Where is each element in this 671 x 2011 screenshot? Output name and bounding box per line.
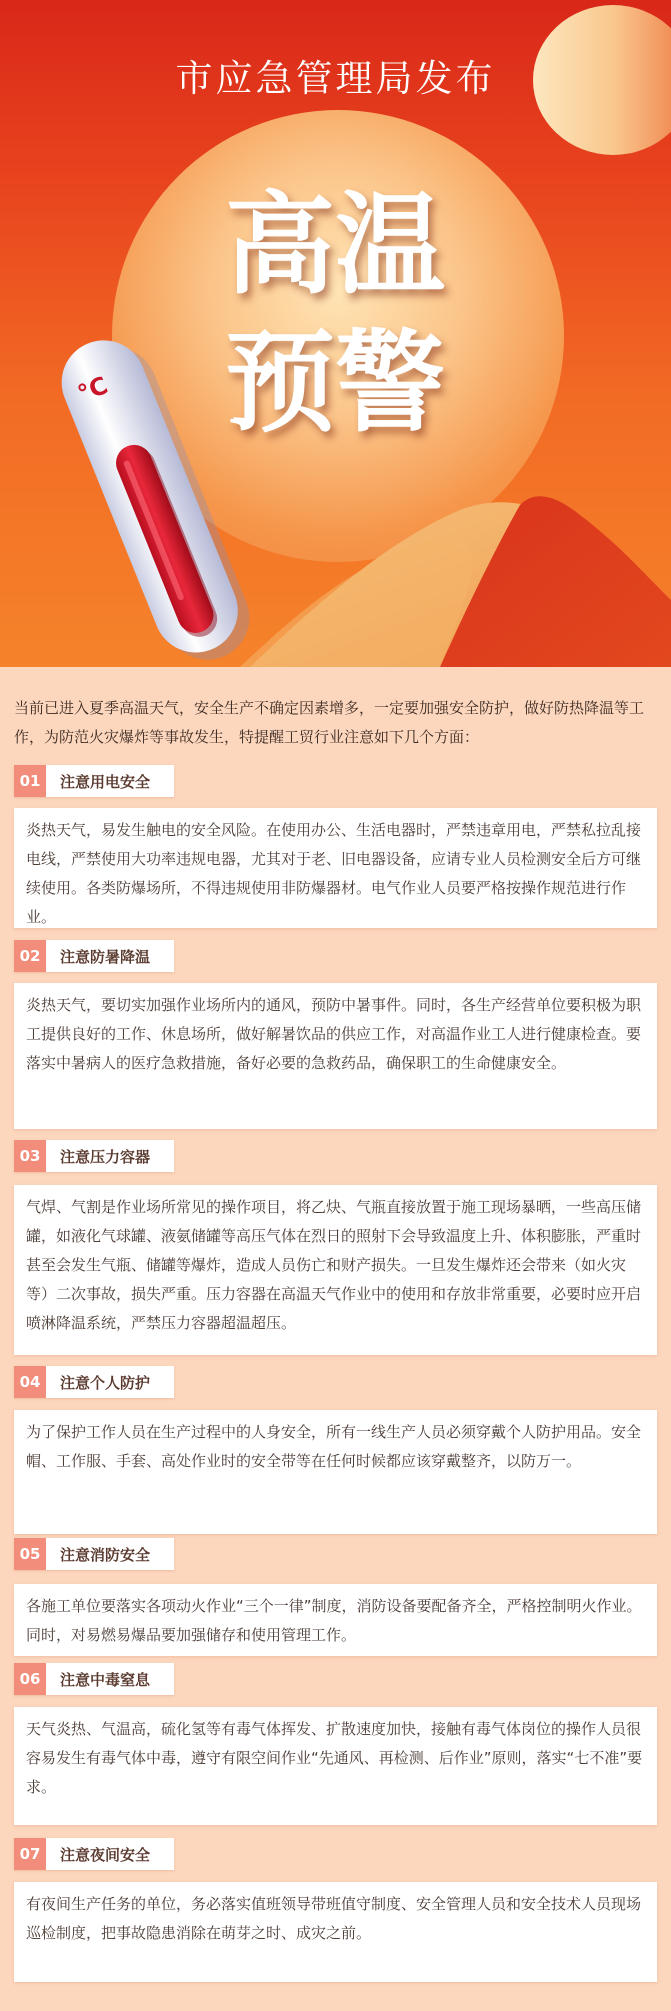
section-title: 注意消防安全 — [60, 1545, 151, 1564]
thermometer-icon — [0, 0, 671, 667]
section-body: 为了保护工作人员在生产过程中的人身安全，所有一线生产人员必须穿戴个人防护用品。安全帽、工作服、手套、高处作业时的安全带等在任何时候都应该穿戴整齐，以防万一。 — [14, 1410, 657, 1534]
section-title: 注意个人防护 — [60, 1373, 151, 1392]
headline-line1: 高温 — [225, 181, 445, 309]
section-header — [14, 1140, 174, 1172]
section-title: 注意用电安全 — [60, 772, 151, 791]
section-body: 各施工单位要落实各项动火作业“三个一律”制度，消防设备要配备齐全，严格控制明火作业。同时，对易燃易爆品要加强储存和使用管理工作。 — [14, 1584, 657, 1656]
thermometer-unit: °C — [73, 371, 112, 409]
section-body: 气焊、气割是作业场所常见的操作项目，将乙炔、气瓶直接放置于施工现场暴晒，一些高压储罐，如液化气球罐、液氨储罐等高压气体在烈日的照射下会导致温度上升、体积膨胀，严重时甚至会发生气瓶、储罐等爆炸，造成人员伤亡和财产损失。一旦发生爆炸还会带来（如火灾等）二次事故，损失严重。压力容器在高温天气作业中的使用和存放非常重要，必要时应开启喷淋降温系统，严禁压力容器超温超压。 — [14, 1185, 657, 1355]
section-body: 炎热天气，易发生触电的安全风险。在使用办公、生活电器时，严禁违章用电，严禁私拉乱接电线，严禁使用大功率违规电器，尤其对于老、旧电器设备，应请专业人员检测安全后方可继续使用。各类防爆场所，不得违规使用非防爆器材。电气作业人员要严格按操作规范进行作业。 — [14, 808, 657, 928]
section-number: 03 — [14, 1140, 46, 1172]
intro-paragraph: 当前已进入夏季高温天气，安全生产不确定因素增多，一定要加强安全防护，做好防热降温等工作，为防范火灾爆炸等事故发生，特提醒工贸行业注意如下几个方面： — [14, 699, 645, 746]
section-header — [14, 940, 174, 972]
section-number: 02 — [14, 940, 46, 972]
issuer-title: 市应急管理局发布 — [175, 57, 496, 100]
section-title: 注意夜间安全 — [60, 1845, 151, 1864]
section-number: 01 — [14, 765, 46, 797]
section-body: 炎热天气，要切实加强作业场所内的通风，预防中暑事件。同时，各生产经营单位要积极为职工提供良好的工作、休息场所，做好解暑饮品的供应工作，对高温作业工人进行健康检查。要落实中暑病人的医疗急救措施，备好必要的急救药品，确保职工的生命健康安全。 — [14, 983, 657, 1129]
section-number: 05 — [14, 1538, 46, 1570]
section-header — [14, 1838, 174, 1870]
section-header — [14, 1366, 174, 1398]
section-title: 注意压力容器 — [60, 1147, 151, 1166]
headline-line2: 预警 — [225, 319, 445, 447]
section-header — [14, 1663, 174, 1695]
section-body: 天气炎热、气温高，硫化氢等有毒气体挥发、扩散速度加快，接触有毒气体岗位的操作人员很容易发生有毒气体中毒，遵守有限空间作业“先通风、再检测、后作业”原则，落实“七不准”要求。 — [14, 1707, 657, 1825]
section-title: 注意防暑降温 — [60, 947, 151, 966]
section-number: 06 — [14, 1663, 46, 1695]
section-header — [14, 1538, 174, 1570]
section-number: 04 — [14, 1366, 46, 1398]
section-title: 注意中毒窒息 — [60, 1670, 151, 1689]
section-body: 有夜间生产任务的单位，务必落实值班领导带班值守制度、安全管理人员和安全技术人员现场巡检制度，把事故隐患消除在萌芽之时、成灾之前。 — [14, 1882, 657, 1982]
section-header — [14, 765, 174, 797]
hero-banner — [0, 0, 671, 667]
section-number: 07 — [14, 1838, 46, 1870]
